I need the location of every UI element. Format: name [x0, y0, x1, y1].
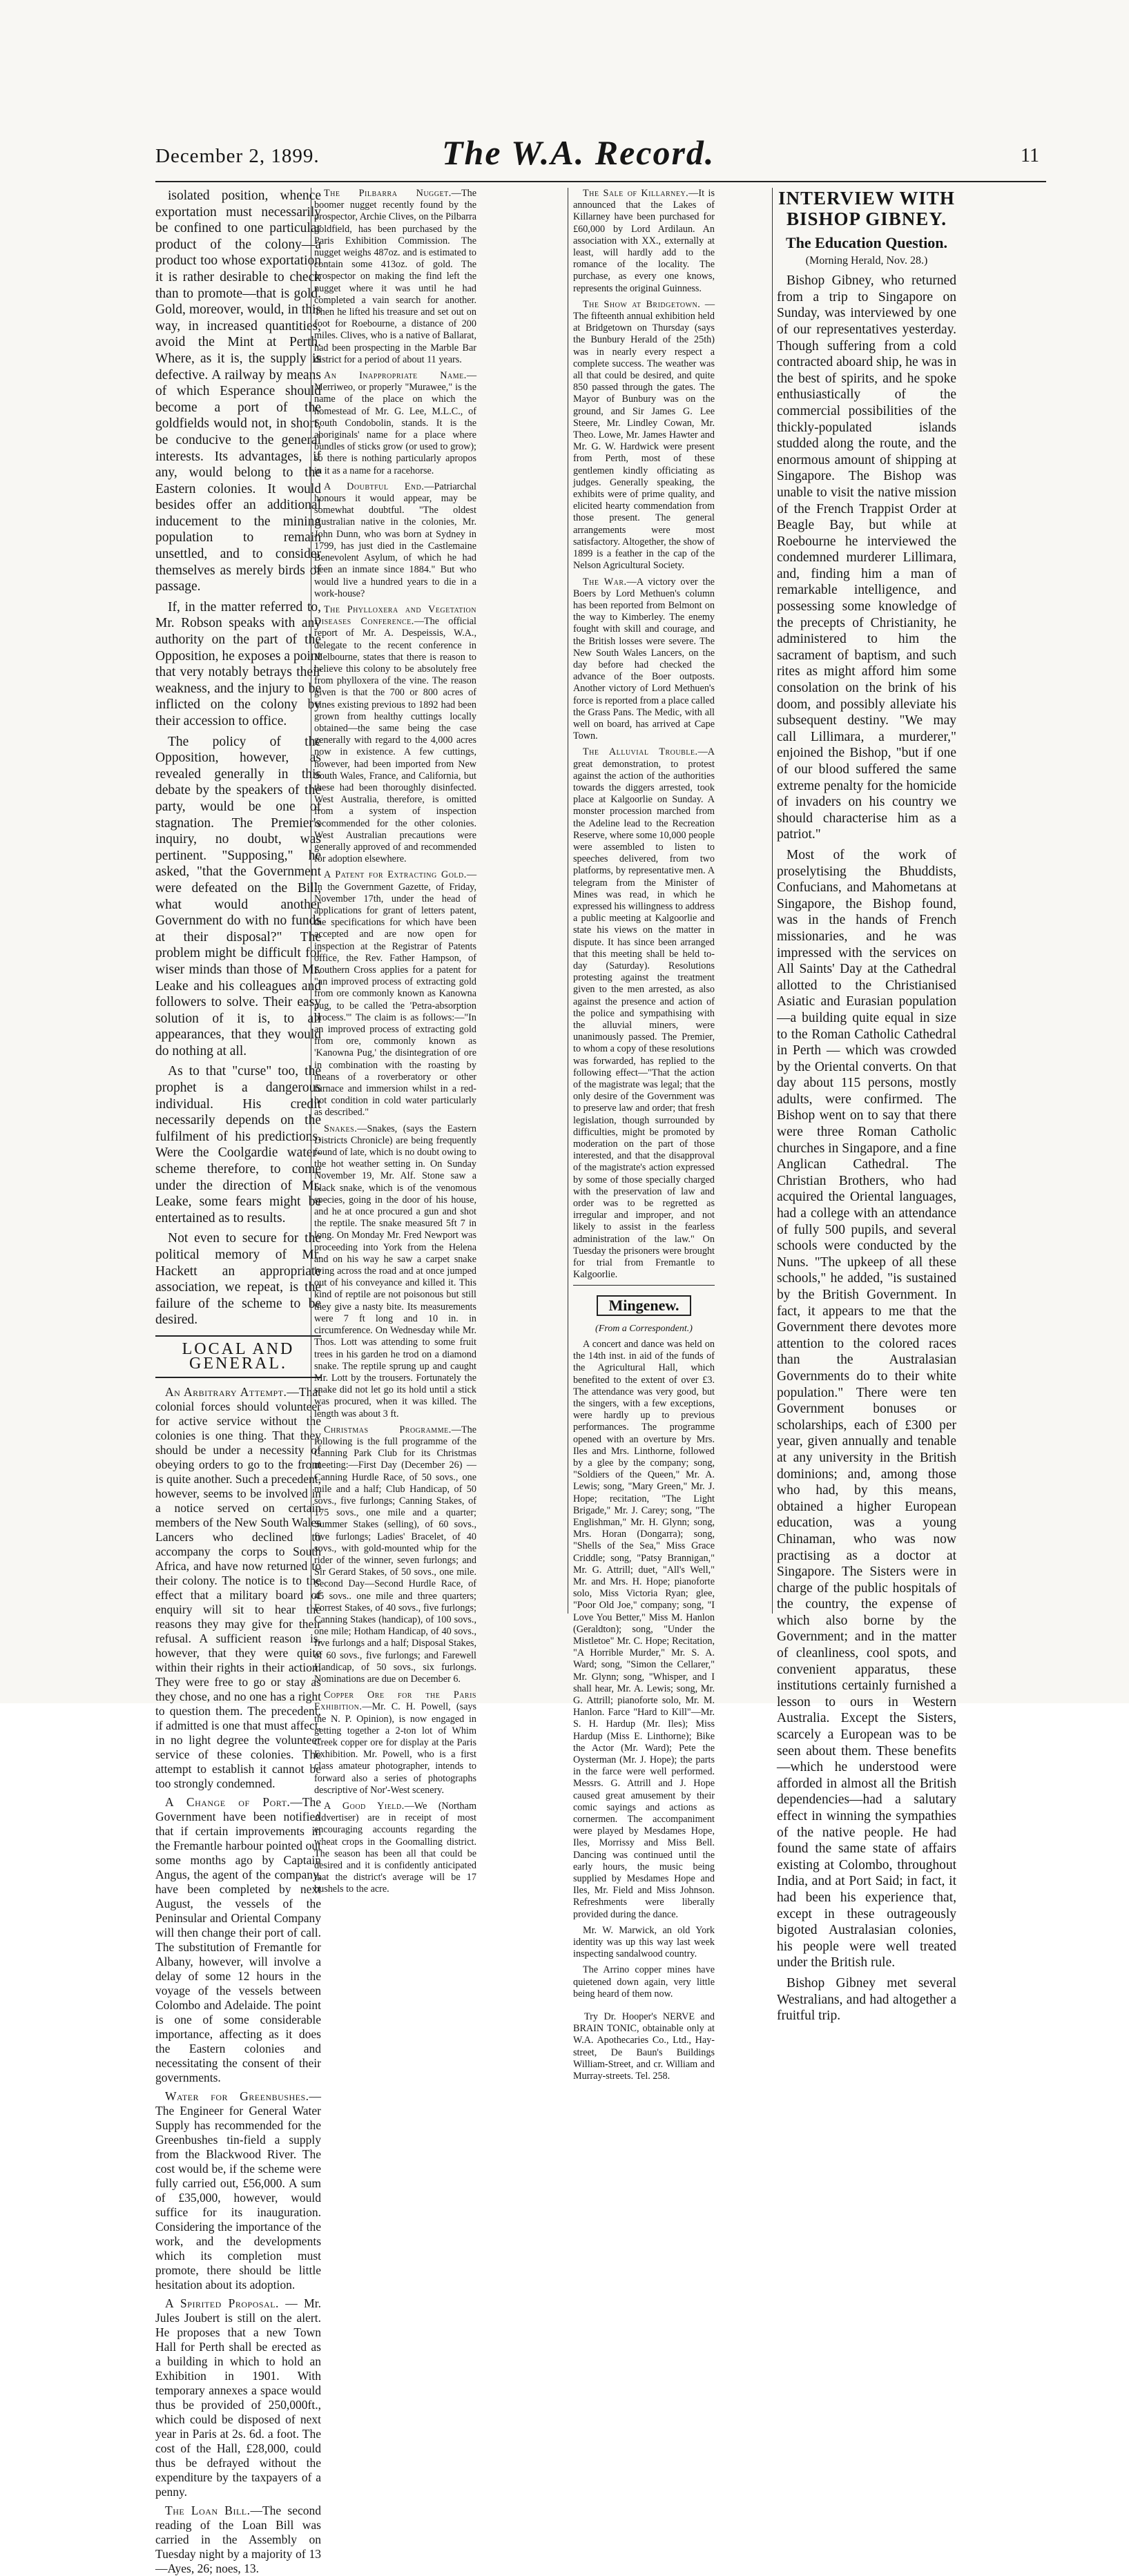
news-item [155, 1385, 321, 1791]
news-item-heading: The Pilbarra Nugget. [324, 188, 452, 199]
news-item-text: —Merriweo, or properly "Murawee," is the name of the place on which the homestead of Mr. G. Lee, M.L.C., of South Condobolin, stands. It is the aboriginals' name for a place where bundles of sticks grow (or used to grow); so there is nothing particularly apropos in it as a name for a racehorse. [314, 370, 476, 476]
editorial-continuation [155, 188, 321, 1328]
column-1 [155, 188, 321, 2575]
mingenew-paragraph: The Arrino copper mines have quietened down again, very little being heard of them now. [573, 1964, 715, 1999]
mingenew-byline: (From a Correspondent.) [595, 1323, 693, 1334]
interview-headline: INTERVIEW WITH BISHOP GIBNEY. [778, 188, 955, 229]
news-item-text: — The fifteenth annual exhibition held at Bridgetown on Thursday (says the Bunbury Herald of the 25th) was in nearly every respect a complete success. The weather was all that could be desired, and quite 850 passed through the gates. The Mayor of Bunbury was on the ground, and Sir James G. Lee Steere, Mr. Lindley Cowan, Mr. Theo. Lowe, Mr. James Hawter and Mr. G. W. Hardwick were present from Perth, most of these gentlemen kindly officiating as judges. Generally speaking, the exhibits were of prime quality, and elicited hearty commendation from those present. The general arrangements were most satisfactory. Altogether, the show of 1899 is a feather in the cap of the Nelson Agricultural Society. [573, 298, 715, 572]
news-item-text: —In the Government Gazette, of Friday, November 17th, under the head of applications for grant of letters patent, the specifications for which have been accepted and are now open for inspection at the Registrar of Patents office, the Rev. Father Hampson, of Southern Cross applies for a patent for "an improved process of extracting gold from ore commonly known as Kanowna pug, to be called the 'Petra-absorption process.'" The claim is as follows:—"In an improved process of extracting gold from ore, commonly known as 'Kanowna Pug,' the disintegration of ore in combination with the roasting by means of a roverberatory or other furnace and immersion whilst in a red-hot condition in cold water particularly as described." [314, 869, 476, 1118]
news-item-text: — Mr. Jules Joubert is still on the alert. He proposes that a new Town Hall for Perth shall be erected as a building in which to hold an Exhibition in 1901. With temporary annexes a space would thus be provided of 250,000ft., which could be disposed of next year in Paris at 2s. 6d. a foot. The cost of the Hall, £28,000, could thus be defrayed without the expenditure by the taxpayers of a penny. [155, 2296, 321, 2499]
column-3 [573, 188, 715, 2082]
interview-paragraph: Bishop Gibney met several Westralians, and had altogether a fruitful trip. [777, 1975, 956, 2024]
news-item-text: —It is announced that the Lakes of Killarney have been purchased for £60,000 by Lord Ardilaun. An association with XX., externally at least, will hardly add to the romance of the locality. The purchase, as every one knows, represents the original Guinness. [573, 188, 715, 294]
editorial-paragraph: isolated position, whence exportation must necessarily be confined to one particular product of the colony—a product too whose exportation it is rather desirable to check than to promote—that is gold. Gold, moreover, would, in this way, in increased quantities, avoid the Mint at Perth. Where, as it is, the supply is defective. A railway by means of which Esperance should become a port of the goldfields would not, in short, be conducive to the general interests. Its advantages, if any, would belong to the Eastern colonies. It would besides offer an additional inducement to the mining population to remain unsettled, and to consider themselves as merely birds of passage. [155, 188, 321, 594]
news-item [155, 1795, 321, 2085]
news-item-text: —The Engineer for General Water Supply has recommended for the Greenbushes tin-field a supply from the Blackwood River. The cost would be, if the scheme were fully carried out, £56,000. A sum of £35,000, however, would suffice for its inauguration. Considering the importance of the work, and the developments which its completion must promote, there should be little hesitation about its adoption. [155, 2089, 321, 2292]
news-item [314, 1123, 476, 1420]
editorial-paragraph: As to that "curse" too, the prophet is a dangerous individual. His credit necessarily depends on the fulfilment of his predictions. Were the Coolgardie water-scheme therefore, to come under the direction of Mr. Leake, some fears might be entertained as to results. [155, 1064, 321, 1226]
interview-subheading: The Education Question. [785, 234, 948, 251]
news-item-text: —The boomer nugget recently found by the prospector, Archie Clives, on the Pilbarra goldfield, has been purchased by the Paris Exhibition Commission. The nugget weighs 487oz. and is estimated to contain some 413oz. of gold. The prospector on making the find left the nugget where it was until he had completed a vain search for another. Then he lifted his treasure and set out on foot for Roebourne, a distance of 200 miles. Clives, who is a native of Ballarat, had been prospecting in the Marble Bar district for a period of about 11 years. [314, 188, 476, 365]
news-item-heading: Christmas Programme. [324, 1424, 452, 1435]
news-item-heading: Copper Ore for the Paris Exhibition. [314, 1689, 476, 1713]
news-item-text: —The second reading of the Loan Bill was carried in the Assembly on Tuesday night by a majority of 13—Ayes, 26; noes, 13. [155, 2503, 321, 2575]
news-item-text: —A victory over the Boers by Lord Methuen's column has been reported from Belmont on the way to Kimberley. The enemy fought with skill and courage, and the British losses were severe. The New South Wales Lancers, on the day before had checked the advance of the Boer outposts. Another victory of Lord Methuen's force is reported from a place called the Grass Pans. The Medic, with all well on board, has arrived at Cape Town. [573, 576, 715, 742]
news-item-text: —The following is the full programme of the Canning Park Club for its Christmas meeting:—First Day (December 26) — Canning Hurdle Race, of 50 sovs., one mile and a half; Club Handicap, of 50 sovs., five furlongs; Canning Stakes, of 175 sovs., one mile and a quarter; Summer Stakes (selling), of 60 sovs., five furlongs; Ladies' Bracelet, of 40 sovs., with gold-mounted whip for the rider of the winner, seven furlongs; and Sir Gerard Stakes, of 50 sovs., one mile. Second Day—Second Hurdle Race, of 45 sovs.. one mile and three quarters; Forrest Stakes, of 40 sovs., five furlongs; Canning Stakes (handicap), of 100 sovs., one mile; Hotham Handicap, of 40 sovs., five furlongs and a half; Disposal Stakes, of 60 sovs., five furlongs; and Farewell Handicap, of 50 sovs., six furlongs. Nominations are due on December 6. [314, 1424, 476, 1685]
news-item-heading: Snakes. [324, 1123, 358, 1134]
news-item [573, 188, 715, 295]
interview-dateline: (Morning Herald, Nov. 28.) [805, 254, 928, 267]
news-item-text: —Snakes, (says the Eastern Districts Chronicle) are being frequently found of late, which is no doubt owing to the hot weather setting in. On Sunday November 19, Mr. Alf. Stone saw a black snake, which is of the venomous species, going in the door of his house, and he at once procured a gun and shot the reptile. The snake measured 5ft 7 in long. On Monday Mr. Fred Newport was proceeding into York from the Helena and on his way he saw a carpet snake lying across the road and at once jumped out of his conveyance and killed it. This kind of reptile are not poisonous but still they give a nasty bite. Its measurements were 7 ft long and 10 in. in circumference. On Wednesday while Mr. Thos. Lott was attending to some fruit trees in his garden he trod on a diamond snake. The reptile sprung up and caught Mr. Lott by the trousers. Fortunately the snake did not let go its hold until a stick was procured, when it was killed. The length was about 3 ft. [314, 1123, 476, 1420]
news-item-heading: A Spirited Proposal. [165, 2296, 279, 2310]
newspaper-title: The W.A. Record. [442, 133, 715, 172]
news-item [314, 604, 476, 865]
news-item-text: —The Government have been notified that if certain improvements in the Fremantle harbour pointed out some months ago by Captain Angus, the agent of the company, have been completed by next August, the vessels of the Peninsular and Oriental Company will then change their port of call. The substitution of Fremantle for Albany, however, will involve a delay of some 12 hours in the voyage of the vessels between Colombo and Adelaide. The point is one of some considerable importance, affecting as it does the Eastern colonies and necessitating the consent of their governments. [155, 1794, 321, 2084]
news-item-heading: An Inappropriate Name. [324, 370, 467, 382]
section-rule [573, 1285, 715, 1286]
news-item-text: —That colonial forces should volunteer for active service without the colonies is one thing. That they should be under a necessity of obeying orders to go to the front is quite another. Such a precedent, however, seems to be involved in a notice served on certain members of the New South Wales Lancers who declined to accompany the corps to South Africa, and have now returned to their colony. The notice is to the effect that a military board of enquiry will sit to hear the reasons they may give for their refusal. A sufficient reason is, however, that they were quite within their rights in their action. They were free to go or stay as they chose, and no one has a right to question them. The precedent, if admitted is one that must affect, in no light degree the volunteer service of these colonies. The attempt to establish it cannot be too strongly condemned. [155, 1384, 321, 1790]
news-item-text: —A great demonstration, to protest against the action of the authorities towards the diggers arrested, took place at Kalgoorlie on Sunday. A monster procession marched from the Adeline lead to the Recreation Reserve, where some 10,000 people were assembled to listen to speeches delivered, from two platforms, by representative men. A telegram from the Minister of Mines was read, in which he expressed his willingness to address a public meeting at Kalgoorlie and state his views on the matter in dispute. It has since been arranged that this meeting shall be held to-day (Saturday). Resolutions protesting against the treatment given to the men arrested, as also against the presence and action of the police and sympathising with the alluvial miners, were unanimously passed. The Premier, to whom a copy of these resolutions was forwarded, has replied to the following effect—"That the action of the magistrate was legal; that the only desire of the Government was to preserve law and order; that fresh legislation, though surrounded by difficulties, might be promoted by moderation on the part of those interested, and that the disapproval of the magistrate's action expressed by some of those specially charged with the preservation of law and order was to be regretted as irregular and improper, and not likely to assist in the fearless administration of the law." On Tuesday the prisoners were brought for trial from Fremantle to Kalgoorlie. [573, 746, 715, 1281]
interview-paragraph: Most of the work of proselytising the Bhuddists, Confucians, and Mahometans at Singapore, the Bishop found, was in the hands of French missionaries, and he was impressed with the services on All Saints' Day at the Cathedral allotted to the Christianised Asiatic and Eurasian population—a building quite equal in size to the Roman Catholic Cathedral in Perth — which was crowded by the Oriental converts. On that day about 115 persons, mostly adults, were confirmed. The Bishop went on to say that there were three Roman Catholic churches in Singapore, and a fine Anglican Cathedral. The Christian Brothers, who had acquired the Oriental languages, had a college with an attendance of fully 500 pupils, and several schools were conducted by the Nuns. "The upkeep of all these schools," he added, "is sustained by the British Government. In fact, it appears to me that the Government there devotes more attention to the colored races than the Australasian Governments do to their white population." There were ten Government bonuses or scholarships, each of £300 per year, given annually and tenable at any university in the British dominions; and, among those who had, by this means, obtained a higher European education, was a young Chinaman, who was now practising as a doctor at Singapore. The Sisters were in charge of the public hospitals of the country, the expense of which also borne by the Government; and in the matter of cleanliness, cool spots, and convenient apparatus, these institutions certainly furnished a lesson to ours in Western Australia. Except the Sisters, scarcely a European was to be seen about them. These benefits—which he understood were afforded in almost all the British dependencies—had a salutary effect in winning the sympathies of the native people. He had found the same state of affairs existing at Colombo, throughout India, and at Port Said; in fact, it had been his experience that, except in these outrageously bigoted Australasian colonies, his people were well treated under the British rule. [777, 847, 956, 1970]
news-item-heading: A Change of Port. [165, 1794, 291, 1809]
news-item [155, 2296, 321, 2499]
news-item [573, 577, 715, 743]
news-item [314, 869, 476, 1118]
news-item-heading: A Doubtful End. [324, 481, 425, 492]
tonic-advertisement: Try Dr. Hooper's NERVE and BRAIN TONIC, obtainable only at W.A. Apothecaries Co., Ltd., Hay-street, De Baun's Buildings William-Street, and cr. William and Murray-streets. Tel. 258. [573, 2011, 715, 2082]
news-item-text: —We (Northam Advertiser) are in receipt of most encouraging accounts regarding the wheat crops in the Goomalling district. The season has been all that could be desired and it is confidently anticipated that the district's average will be 17 bushels to the acre. [314, 1801, 476, 1895]
news-item [314, 481, 476, 600]
news-item-heading: An Arbitrary Attempt. [165, 1384, 287, 1399]
news-item [155, 2089, 321, 2292]
news-item-heading: The Show at Bridgetown. [583, 298, 701, 310]
column-divider [772, 188, 773, 1614]
news-item-heading: A Patent for Extracting Gold. [324, 869, 467, 881]
news-item-heading: A Good Yield. [324, 1801, 405, 1812]
news-item-text: —The official report of Mr. A. Despeissis, W.A., delegate to the recent conference in Melbourne, states that there is reason to believe this colony to be absolutely free from phylloxera of the vine. The reason given is that the 700 or 800 acres of vines existing previous to 1892 had been grown from healthy cuttings locally obtained—the same being the case generally with regard to the 4,000 acres now in existence. A few cuttings, however, had been imported from New South Wales, France, and California, but these had been thoroughly disinfected. West Australia, therefore, is omitted from a system of inspection recommended for the other colonies. West Australian precautions were generally approved of and recommended for adoption elsewhere. [314, 616, 476, 865]
news-item [314, 1689, 476, 1797]
mingenew-heading: Mingenew. [597, 1295, 691, 1315]
masthead-rule [155, 181, 1046, 182]
editorial-paragraph: The policy of the Opposition, however, as revealed generally in this debate by the speakers of the party, would be one of stagnation. The Premier's inquiry, no doubt, was pertinent. "Supposing," he asked, "that the Government were defeated on the Bill, what would another Government do with no funds at their disposal?" The problem might be difficult for wiser minds than those of Mr. Leake and his colleagues and followers to solve. Their easy solution of it is, to all appearances, that they would do nothing at all. [155, 734, 321, 1058]
news-item-heading: The Alluvial Trouble. [583, 746, 698, 758]
news-item [314, 1424, 476, 1685]
issue-date: December 2, 1899. [155, 145, 320, 167]
news-item [155, 2504, 321, 2576]
masthead [0, 131, 1129, 180]
news-item [314, 370, 476, 477]
news-item [573, 299, 715, 572]
news-item-text: —Mr. C. H. Powell, (says the N. P. Opinion), is now engaged in getting together a 2-ton lot of Whim Creek copper ore for display at the Paris Exhibition. Mr. Powell, who is a first class amateur photographer, intends to forward also a series of photographs descriptive of Nor'-West scenery. [314, 1701, 476, 1796]
mingenew-paragraph: Mr. W. Marwick, an old York identity was up this way last week inspecting sandalwood country. [573, 1924, 715, 1960]
news-item-text: —Patriarchal honours it would appear, may be somewhat doubtful. "The oldest Australian native in the colonies, Mr. John Dunn, who was born at Sydney in 1799, has just died in the Castlemaine Benevolent Asylum, of which he had been an inmate since 1884." But who would live a hundred years to die in a work-house? [314, 481, 476, 599]
page-number: 11 [1021, 145, 1039, 166]
news-item-heading: Water for Greenbushes. [165, 2089, 309, 2103]
news-item-heading: The War. [583, 576, 627, 588]
editorial-paragraph: Not even to secure for the political memory of Mr. Hackett an appropriate association, we repeat, is the failure of the scheme to be desired. [155, 1231, 321, 1328]
news-item-heading: The Phylloxera and Vegetation Diseases Conference. [314, 603, 476, 628]
column-2 [314, 188, 476, 1895]
news-item-heading: The Loan Bill. [165, 2503, 251, 2517]
news-item [314, 188, 476, 366]
column-4 [777, 188, 956, 2024]
news-item [314, 1801, 476, 1896]
news-item-heading: The Sale of Killarney. [583, 188, 689, 199]
news-item [573, 746, 715, 1281]
interview-paragraph: Bishop Gibney, who returned from a trip to Singapore on Sunday, was interviewed by one of our representatives yesterday. Though suffering from a cold contracted aboard ship, he was in the best of spirits, and he spoke enthusiastically of the commercial possibilities of the thickly-populated islands studded along the route, and the enormous amount of shipping at Singapore. The Bishop was unable to visit the native mission of the French Trappist Order at Beagle Bay, but while at Roebourne he interviewed the condemned murderer Lillimara, and, finding him a man of remarkable intelligence, and possessing some knowledge of the precepts of Christianity, he administered to him the sacrament of baptism, and such rites as might afford him some consolation on the brink of his doom, and possibly alleviate his subsequent destiny. "We may call Lillimara, a murderer," enjoined the Bishop, "but if one of our blood suffered the same extreme penalty for the homicide of invaders on his country we should characterise him as a patriot." [777, 273, 956, 842]
mingenew-paragraph: A concert and dance was held on the 14th inst. in aid of the funds of the Agricultural Hall, which benefited to the extent of over £3. The attendance was very good, but the singers, with a few exceptions, were hardly up to previous performances. The programme opened with an overture by Mrs. Iles and Mrs. Linthorne, followed by a glee by the company; song, "Soldiers of the Queen," Mr. A. Lewis; song, "Mary Green," Mr. J. Hope; recitation, "The Light Brigade," Mr. J. Carey; song, "The Englishman," Mr. H. Glynn; song, Mrs. Horan (Dongarra); song, "Shells of the Sea," Miss Grace Criddle; song, "Patsy Brannigan," Mr. G. Attrill; duet, "All's Well," Mr. and Mrs. H. Hope; pianoforte solo, Miss Victoria Ryan; glee, "Poor Old Joe," company; song, "I Love You Better," Miss M. Hanlon (Geraldton); song, "Under the Mistletoe" Mr. C. Hope; Recitation, "A Horrible Murder," Mr. S. A. Ward; song, "Simon the Cellarer," Mr. Glynn; song, "Whisper, and I shall hear, Mr. A. Lewis; song, Mr. G. Attrill; pianoforte solo, Mr. M. Hanlon. Farce "Hard to Kill"—Mr. S. H. Hardup (Mr. Iles); Miss Hardup (Miss E. Linthorne); Bike the Actor (Mr. Ward); Pete the Oysterman (Mr. J. Hope); the parts in the farce were well performed. Messrs. G. Attrill and J. Hope caused great amusement by their comic sayings and actions as cornermen. The accompaniment were played by Mesdames Hope, Iles, Morrissy and Miss Bell. Dancing was continued until the early hours, the music being supplied by Mesdames Hope and Iles, Mr. Field and Miss Johnson. Refreshments were liberally provided during the dance. [573, 1338, 715, 1920]
editorial-paragraph: If, in the matter referred to, Mr. Robson speaks with any authority on the part of the Opposition, he exposes a point that very notably betrays their weakness, and the injury to be inflicted on the colony by their accession to office. [155, 599, 321, 728]
section-title-local-general: LOCAL AND GENERAL. [155, 1335, 321, 1378]
